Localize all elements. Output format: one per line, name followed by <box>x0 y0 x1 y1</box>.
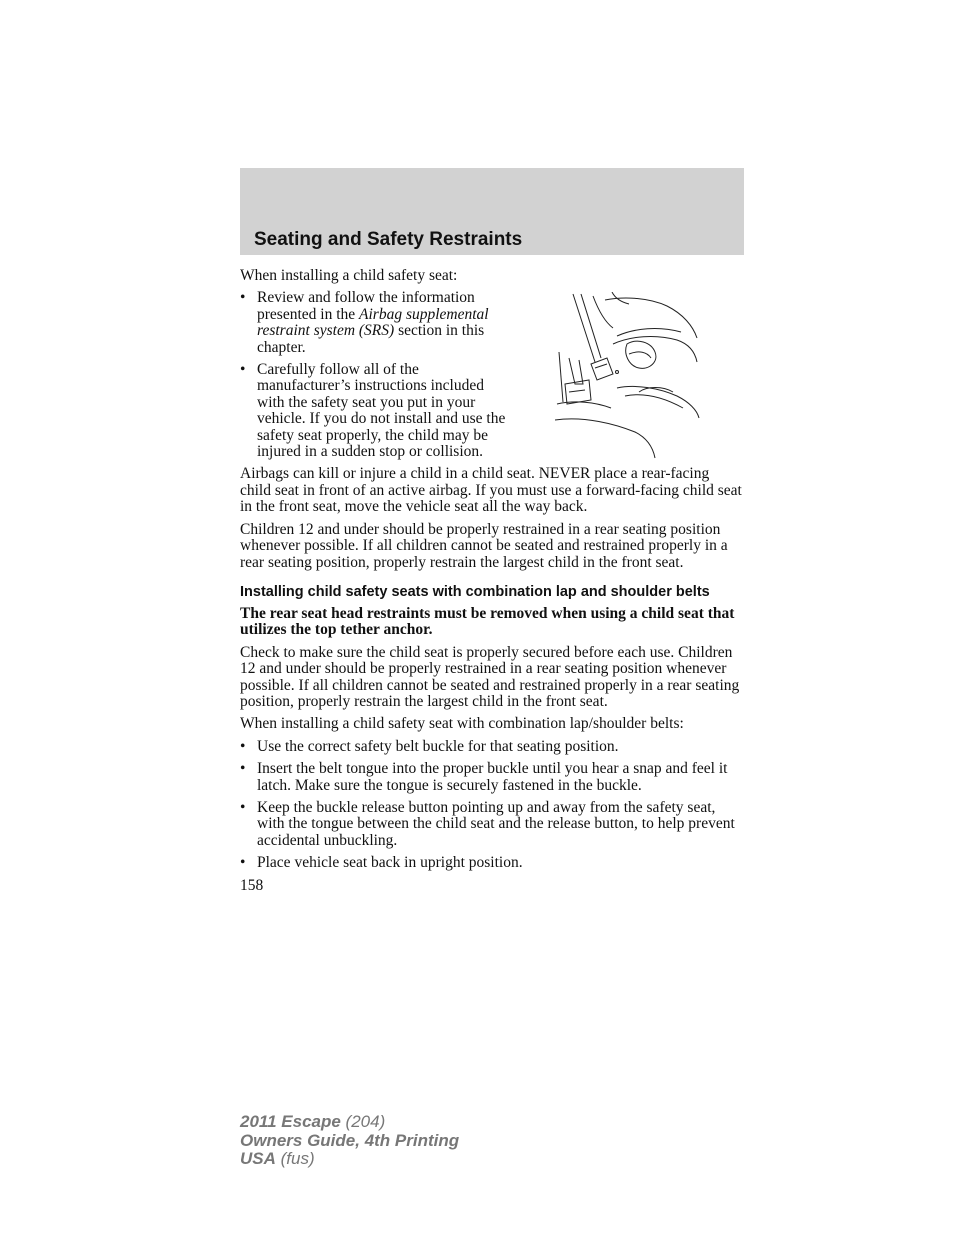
list-item <box>240 739 744 755</box>
list-item <box>240 761 744 794</box>
bullet-glyph: • <box>240 737 246 755</box>
bullet-glyph: • <box>240 854 246 872</box>
intro-text: When installing a child safety seat: <box>240 267 458 284</box>
section-title: Seating and Safety Restraints <box>254 229 523 250</box>
footer-line <box>240 1150 459 1169</box>
guide-edition: Owners Guide, 4th Printing <box>240 1130 460 1150</box>
model-name: 2011 Escape <box>240 1112 341 1131</box>
srs-reference: Airbag supplemental restraint system (SRS) <box>257 305 489 340</box>
footer-line <box>240 1113 459 1132</box>
paragraph: Check to make sure the child seat is properly secured before each use. Children 12 and under should be properly restrained in a rear seating position whenever possible. If all children cannot be seated and restrained properly in a rear seating position, properly restrain the largest child in the front seat. <box>240 643 740 710</box>
paragraph: Children 12 and under should be properly restrained in a rear seating position whenever possible. If all children cannot be seated and restrained properly in a rear seating position, properly restrain the largest child in the front seat. <box>240 520 728 571</box>
page-content <box>240 268 744 894</box>
list-item <box>240 290 515 356</box>
list-item <box>240 362 515 460</box>
paragraph: Airbags can kill or injure a child in a child seat. NEVER place a rear-facing child seat in front of an active airbag. If you must use a forward-facing child seat in the front seat, move the vehicle seat all the way back. <box>240 465 742 516</box>
bullet-glyph: • <box>240 361 246 379</box>
list-item <box>240 800 744 849</box>
section-header <box>240 168 744 255</box>
market-code: (fus) <box>275 1149 315 1168</box>
bullet-glyph: • <box>240 798 246 816</box>
bullet-text: section in this chapter. <box>257 322 485 356</box>
bullet-text: Carefully follow all of the manufacturer’s instructions included with the safety seat you put in your vehicle. If you do not install and use the safety seat properly, the child may be injured in a sudden stop or collision. <box>257 361 506 461</box>
bullet-glyph: • <box>240 760 246 778</box>
list-item <box>240 855 744 871</box>
document-footer <box>240 1113 459 1169</box>
bullet-text: Keep the buckle release button pointing up and away from the safety seat, with the tongue between the child seat and the release button, to help prevent accidental unbuckling. <box>257 798 735 849</box>
bullet-text: Use the correct safety belt buckle for that seating position. <box>257 737 619 755</box>
bullet-text: Insert the belt tongue into the proper buckle until you hear a snap and feel it latch. Make sure the tongue is securely fastened in the buckle. <box>257 760 728 794</box>
paragraph: When installing a child safety seat with combination lap/shoulder belts: <box>240 715 684 733</box>
page-number: 158 <box>240 876 264 894</box>
bullet-text: Place vehicle seat back in upright position. <box>257 854 523 872</box>
bullet-glyph: • <box>240 289 246 307</box>
subheading: Installing child safety seats with combination lap and shoulder belts <box>240 583 710 600</box>
model-code: (204) <box>340 1112 386 1131</box>
market: USA <box>240 1149 276 1168</box>
warning-text: The rear seat head restraints must be removed when using a child seat that utilizes the top tether anchor. <box>240 604 735 639</box>
bullet-text: Review and follow the information presented in the <box>257 289 475 323</box>
